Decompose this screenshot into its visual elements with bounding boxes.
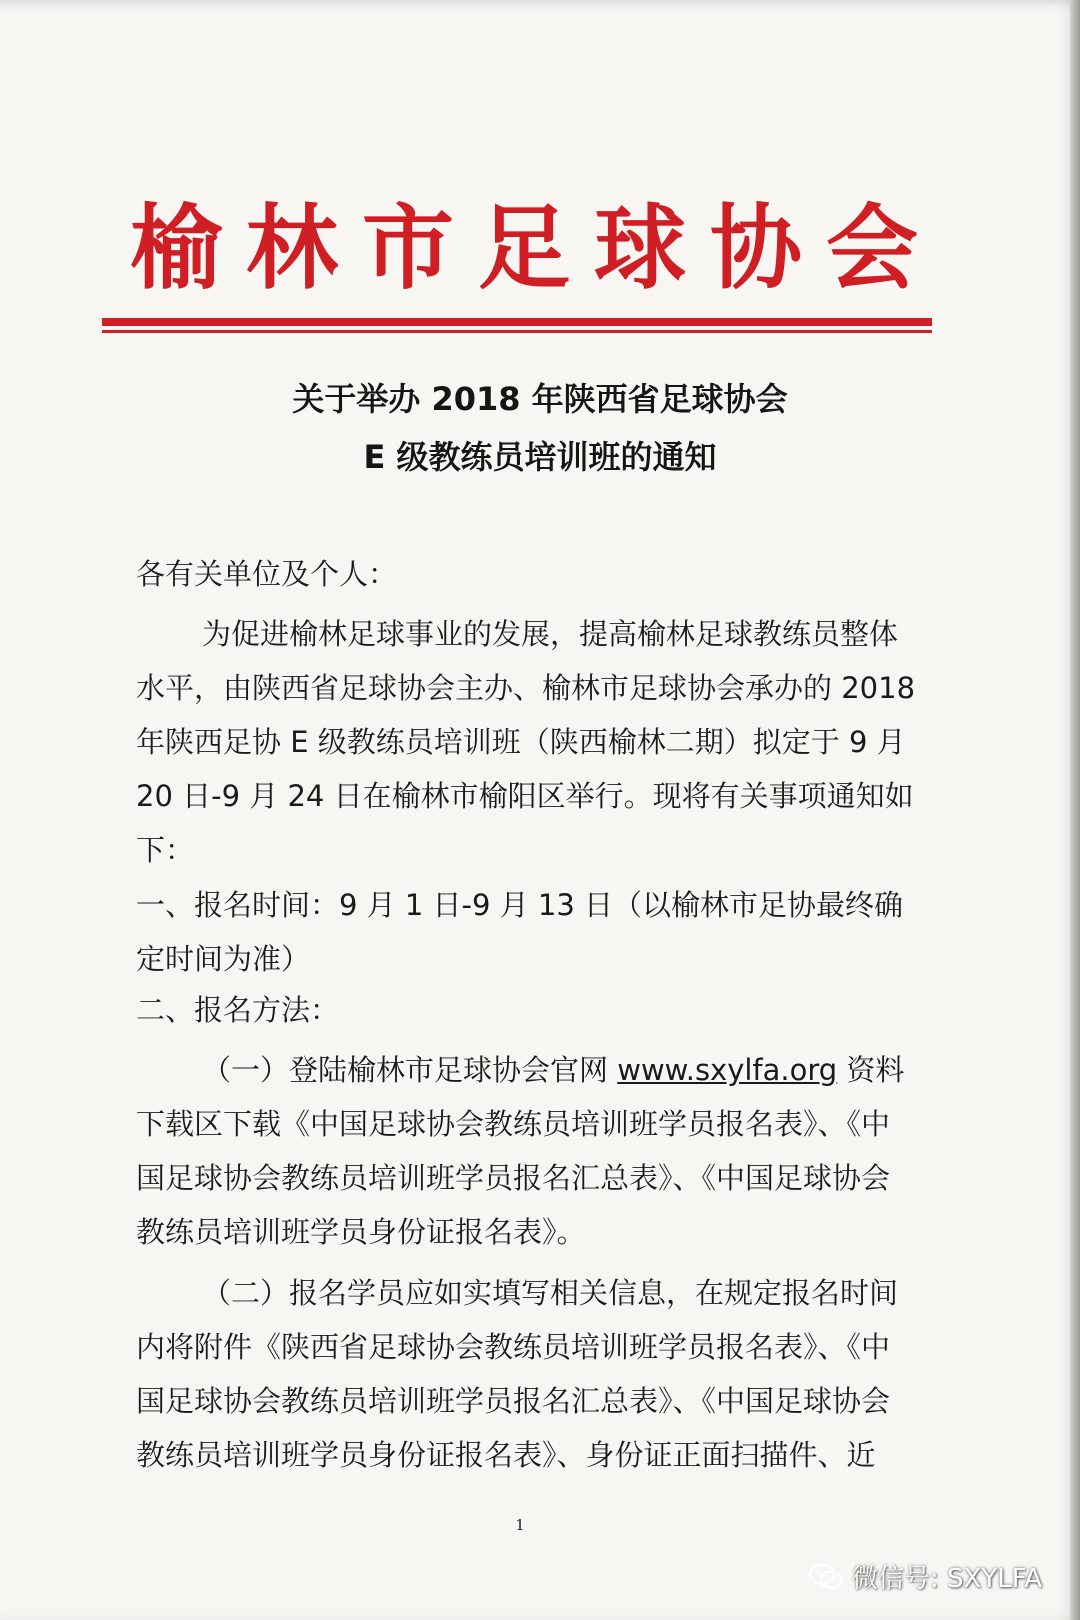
intro-paragraph: 为促进榆林足球事业的发展，提高榆林足球教练员整体水平，由陕西省足球协会主办、榆林市足球协会承办的 2018 年陕西足协 E 级教练员培训班（陕西榆林二期）拟定于 9 月 20 日-9 月 24 日在榆林市榆阳区举行。现将有关事项通知如下： (136, 617, 916, 867)
registration-method-heading: 二、报名方法： (136, 993, 340, 1027)
registration-method-step1 (136, 1043, 916, 1259)
step1-suffix: 资料下载区下载《中国足球协会教练员培训班学员报名表》、《中国足球协会教练员培训班学员报名汇总表》、《中国足球协会教练员培训班学员身份证报名表》。 (136, 1053, 905, 1249)
page-edge-shadow (1070, 0, 1080, 1620)
page-number: 1 (515, 1516, 525, 1534)
official-website-link[interactable]: www.sxylfa.org (617, 1053, 838, 1087)
letterhead-rule-thick (102, 318, 932, 326)
salutation: 各有关单位及个人： (136, 557, 398, 591)
wechat-icon (808, 1562, 844, 1592)
notice-title-line2: E 级教练员培训班的通知 (363, 438, 717, 476)
registration-method-step2: （二）报名学员应如实填写相关信息，在规定报名时间内将附件《陕西省足球协会教练员培训班学员报名表》、《中国足球协会教练员培训班学员报名汇总表》、《中国足球协会教练员培训班学员身份证报名表》、身份证正面扫描件、近 (136, 1276, 899, 1472)
letterhead-org-name: 榆林市足球协会 (130, 194, 943, 302)
watermark-text: 微信号: SXYLFA (852, 1564, 1043, 1594)
letterhead-rule-thin (102, 330, 932, 333)
registration-time-item: 一、报名时间：9 月 1 日-9 月 13 日（以榆林市足协最终确定时间为准） (136, 888, 904, 976)
step1-prefix: （一）登陆榆林市足球协会官网 (202, 1053, 618, 1087)
notice-title-line1: 关于举办 2018 年陕西省足球协会 (292, 380, 788, 418)
wechat-watermark (808, 1558, 1042, 1595)
